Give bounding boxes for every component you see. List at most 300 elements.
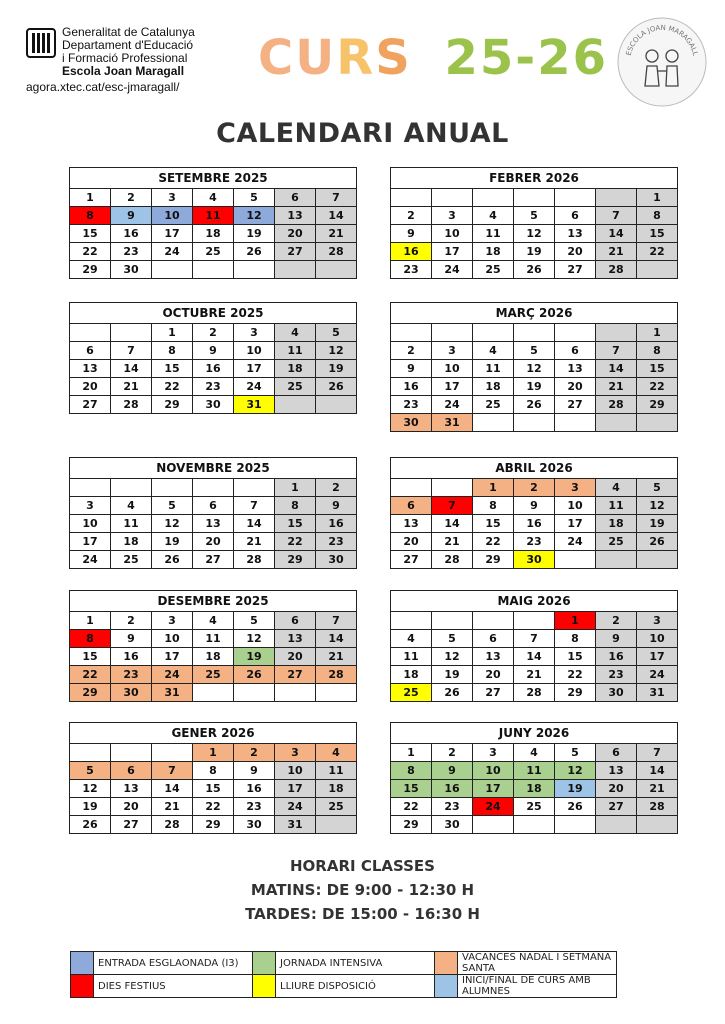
day-cell: 3 <box>152 612 193 630</box>
day-cell: 30 <box>193 396 234 414</box>
legend-swatch <box>253 975 276 998</box>
day-cell: 3 <box>473 744 514 762</box>
day-cell: 13 <box>555 360 596 378</box>
day-cell: 15 <box>152 360 193 378</box>
day-cell: 9 <box>234 762 275 780</box>
week-row <box>391 414 678 432</box>
schedule-afternoon: TARDES: DE 15:00 - 16:30 H <box>245 905 480 923</box>
day-cell: 13 <box>193 515 234 533</box>
curs-letter: S <box>375 30 412 86</box>
day-cell <box>596 324 637 342</box>
day-cell <box>152 479 193 497</box>
week-row <box>70 378 357 396</box>
week-row <box>70 780 357 798</box>
day-cell <box>555 189 596 207</box>
day-cell: 15 <box>555 648 596 666</box>
week-row <box>70 762 357 780</box>
day-cell: 19 <box>432 666 473 684</box>
day-cell: 13 <box>70 360 111 378</box>
week-row <box>70 396 357 414</box>
month-calendar <box>390 302 678 432</box>
day-cell: 26 <box>234 243 275 261</box>
day-cell: 10 <box>275 762 316 780</box>
day-cell: 7 <box>514 630 555 648</box>
day-cell: 1 <box>555 612 596 630</box>
day-cell: 23 <box>391 396 432 414</box>
day-cell: 27 <box>275 243 316 261</box>
month-title: DESEMBRE 2025 <box>70 591 357 612</box>
month-calendar <box>390 722 678 834</box>
day-cell: 26 <box>316 378 357 396</box>
day-cell: 30 <box>111 684 152 702</box>
day-cell: 27 <box>193 551 234 569</box>
generalitat-logo-icon <box>26 28 56 58</box>
curs-letter: R <box>336 30 376 86</box>
day-cell <box>596 414 637 432</box>
day-cell: 27 <box>473 684 514 702</box>
day-cell: 8 <box>637 342 678 360</box>
day-cell <box>432 324 473 342</box>
day-cell: 12 <box>70 780 111 798</box>
day-cell: 16 <box>193 360 234 378</box>
day-cell: 31 <box>152 684 193 702</box>
legend-row <box>71 975 617 998</box>
day-cell <box>275 396 316 414</box>
day-cell: 28 <box>234 551 275 569</box>
day-cell <box>596 816 637 834</box>
month-calendar <box>390 590 678 702</box>
day-cell: 11 <box>473 225 514 243</box>
day-cell <box>432 612 473 630</box>
day-cell: 16 <box>111 225 152 243</box>
day-cell: 2 <box>514 479 555 497</box>
day-cell <box>70 479 111 497</box>
day-cell: 17 <box>473 780 514 798</box>
day-cell: 4 <box>193 189 234 207</box>
day-cell: 25 <box>596 533 637 551</box>
week-row <box>70 816 357 834</box>
week-row <box>391 666 678 684</box>
day-cell: 5 <box>514 207 555 225</box>
day-cell: 18 <box>275 360 316 378</box>
day-cell: 23 <box>432 798 473 816</box>
day-cell: 21 <box>637 780 678 798</box>
day-cell: 15 <box>275 515 316 533</box>
day-cell: 10 <box>234 342 275 360</box>
day-cell: 30 <box>596 684 637 702</box>
day-cell <box>473 414 514 432</box>
day-cell <box>473 612 514 630</box>
week-row <box>70 666 357 684</box>
day-cell: 14 <box>637 762 678 780</box>
day-cell: 3 <box>432 342 473 360</box>
day-cell: 5 <box>234 189 275 207</box>
legend <box>70 951 617 998</box>
day-cell: 25 <box>391 684 432 702</box>
day-cell: 17 <box>152 648 193 666</box>
day-cell: 3 <box>555 479 596 497</box>
day-cell: 3 <box>234 324 275 342</box>
day-cell <box>555 324 596 342</box>
day-cell: 12 <box>555 762 596 780</box>
day-cell: 12 <box>152 515 193 533</box>
day-cell: 18 <box>596 515 637 533</box>
day-cell: 22 <box>473 533 514 551</box>
day-cell: 27 <box>555 261 596 279</box>
day-cell: 19 <box>514 243 555 261</box>
month-calendar <box>390 167 678 279</box>
month-calendar <box>69 722 357 834</box>
day-cell: 8 <box>275 497 316 515</box>
day-cell: 19 <box>316 360 357 378</box>
month-title: OCTUBRE 2025 <box>70 303 357 324</box>
day-cell: 20 <box>193 533 234 551</box>
week-row <box>391 479 678 497</box>
day-cell: 27 <box>275 666 316 684</box>
legend-swatch <box>435 975 458 998</box>
day-cell <box>473 189 514 207</box>
day-cell: 20 <box>70 378 111 396</box>
day-cell: 15 <box>193 780 234 798</box>
day-cell: 9 <box>111 630 152 648</box>
day-cell: 8 <box>70 630 111 648</box>
day-cell: 30 <box>111 261 152 279</box>
day-cell <box>152 261 193 279</box>
day-cell: 12 <box>514 225 555 243</box>
day-cell: 6 <box>275 189 316 207</box>
day-cell: 8 <box>152 342 193 360</box>
day-cell: 14 <box>432 515 473 533</box>
legend-label: LLIURE DISPOSICIÓ <box>276 975 435 998</box>
day-cell: 21 <box>316 648 357 666</box>
day-cell: 5 <box>555 744 596 762</box>
curs-word <box>258 28 412 88</box>
day-cell: 6 <box>555 342 596 360</box>
day-cell: 5 <box>432 630 473 648</box>
day-cell: 29 <box>637 396 678 414</box>
day-cell: 3 <box>152 189 193 207</box>
day-cell: 21 <box>234 533 275 551</box>
day-cell: 19 <box>152 533 193 551</box>
day-cell: 15 <box>637 360 678 378</box>
day-cell <box>234 261 275 279</box>
day-cell: 14 <box>316 207 357 225</box>
day-cell: 11 <box>193 207 234 225</box>
day-cell: 2 <box>391 207 432 225</box>
day-cell: 18 <box>111 533 152 551</box>
day-cell: 18 <box>391 666 432 684</box>
day-cell <box>391 479 432 497</box>
day-cell: 2 <box>193 324 234 342</box>
day-cell: 11 <box>111 515 152 533</box>
day-cell: 7 <box>111 342 152 360</box>
day-cell: 16 <box>391 378 432 396</box>
week-row <box>391 551 678 569</box>
day-cell: 28 <box>637 798 678 816</box>
day-cell: 31 <box>637 684 678 702</box>
day-cell: 12 <box>432 648 473 666</box>
day-cell: 19 <box>514 378 555 396</box>
week-row <box>391 360 678 378</box>
day-cell: 1 <box>637 324 678 342</box>
day-cell: 6 <box>111 762 152 780</box>
day-cell: 3 <box>637 612 678 630</box>
day-cell: 6 <box>473 630 514 648</box>
day-cell: 23 <box>596 666 637 684</box>
school-logo-icon <box>616 16 708 108</box>
day-cell: 13 <box>111 780 152 798</box>
day-cell: 1 <box>193 744 234 762</box>
day-cell: 1 <box>473 479 514 497</box>
day-cell: 30 <box>316 551 357 569</box>
org-line: Generalitat de Catalunya <box>62 25 195 39</box>
day-cell: 17 <box>70 533 111 551</box>
day-cell: 24 <box>234 378 275 396</box>
month-title: GENER 2026 <box>70 723 357 744</box>
day-cell <box>514 189 555 207</box>
day-cell: 19 <box>637 515 678 533</box>
day-cell: 5 <box>152 497 193 515</box>
day-cell: 1 <box>391 744 432 762</box>
day-cell: 20 <box>555 243 596 261</box>
day-cell <box>316 261 357 279</box>
day-cell <box>473 324 514 342</box>
month-calendar <box>69 167 357 279</box>
day-cell: 10 <box>555 497 596 515</box>
day-cell: 17 <box>637 648 678 666</box>
day-cell <box>193 479 234 497</box>
day-cell <box>596 189 637 207</box>
day-cell: 9 <box>316 497 357 515</box>
org-line: i Formació Professional <box>62 51 188 65</box>
day-cell: 18 <box>316 780 357 798</box>
week-row <box>70 243 357 261</box>
day-cell: 16 <box>316 515 357 533</box>
curs-letter: U <box>295 30 337 86</box>
week-row <box>391 342 678 360</box>
day-cell: 29 <box>391 816 432 834</box>
day-cell: 10 <box>637 630 678 648</box>
day-cell: 14 <box>316 630 357 648</box>
day-cell: 31 <box>432 414 473 432</box>
day-cell: 23 <box>111 243 152 261</box>
week-row <box>391 798 678 816</box>
day-cell: 2 <box>111 189 152 207</box>
day-cell: 31 <box>275 816 316 834</box>
day-cell: 19 <box>555 780 596 798</box>
month-title: MARÇ 2026 <box>391 303 678 324</box>
day-cell: 27 <box>391 551 432 569</box>
day-cell: 13 <box>275 630 316 648</box>
day-cell: 24 <box>432 261 473 279</box>
day-cell: 7 <box>234 497 275 515</box>
week-row <box>70 630 357 648</box>
day-cell: 17 <box>152 225 193 243</box>
week-row <box>70 479 357 497</box>
day-cell: 9 <box>432 762 473 780</box>
month-title: JUNY 2026 <box>391 723 678 744</box>
day-cell: 17 <box>432 243 473 261</box>
day-cell: 9 <box>111 207 152 225</box>
day-cell: 29 <box>70 261 111 279</box>
day-cell: 28 <box>432 551 473 569</box>
day-cell: 8 <box>473 497 514 515</box>
day-cell: 18 <box>473 378 514 396</box>
school-logo-text: ESCOLA JOAN MARAGALL <box>624 23 700 57</box>
week-row <box>391 648 678 666</box>
week-row <box>391 207 678 225</box>
day-cell: 22 <box>193 798 234 816</box>
day-cell: 12 <box>316 342 357 360</box>
month-title: NOVEMBRE 2025 <box>70 458 357 479</box>
month-calendar <box>69 302 357 414</box>
day-cell <box>152 744 193 762</box>
legend-label: VACANCES NADAL I SETMANA SANTA <box>458 952 617 975</box>
day-cell: 14 <box>152 780 193 798</box>
week-row <box>70 744 357 762</box>
day-cell <box>555 551 596 569</box>
day-cell: 5 <box>514 342 555 360</box>
week-row <box>391 497 678 515</box>
day-cell: 10 <box>473 762 514 780</box>
day-cell: 21 <box>596 378 637 396</box>
day-cell: 26 <box>234 666 275 684</box>
day-cell: 8 <box>70 207 111 225</box>
day-cell: 26 <box>637 533 678 551</box>
day-cell: 20 <box>596 780 637 798</box>
org-name <box>62 26 195 78</box>
day-cell: 14 <box>514 648 555 666</box>
day-cell: 1 <box>275 479 316 497</box>
day-cell: 22 <box>70 666 111 684</box>
day-cell: 11 <box>473 360 514 378</box>
day-cell: 24 <box>555 533 596 551</box>
day-cell <box>234 684 275 702</box>
day-cell: 16 <box>432 780 473 798</box>
day-cell: 1 <box>152 324 193 342</box>
day-cell: 28 <box>316 666 357 684</box>
day-cell: 29 <box>275 551 316 569</box>
day-cell <box>637 816 678 834</box>
day-cell <box>596 551 637 569</box>
day-cell: 28 <box>152 816 193 834</box>
day-cell: 29 <box>473 551 514 569</box>
day-cell: 7 <box>637 744 678 762</box>
day-cell: 28 <box>596 261 637 279</box>
curs-title <box>258 28 608 88</box>
day-cell: 15 <box>391 780 432 798</box>
day-cell: 9 <box>596 630 637 648</box>
day-cell: 11 <box>316 762 357 780</box>
day-cell: 29 <box>152 396 193 414</box>
page-title: CALENDARI ANUAL <box>216 118 509 149</box>
day-cell: 14 <box>234 515 275 533</box>
legend-swatch <box>253 952 276 975</box>
day-cell: 4 <box>275 324 316 342</box>
day-cell <box>514 612 555 630</box>
day-cell <box>193 684 234 702</box>
day-cell <box>111 479 152 497</box>
day-cell: 26 <box>514 396 555 414</box>
day-cell: 5 <box>70 762 111 780</box>
legend-swatch <box>435 952 458 975</box>
day-cell: 7 <box>596 207 637 225</box>
day-cell: 13 <box>391 515 432 533</box>
day-cell <box>637 261 678 279</box>
day-cell: 14 <box>111 360 152 378</box>
day-cell: 3 <box>70 497 111 515</box>
week-row <box>391 396 678 414</box>
day-cell: 23 <box>391 261 432 279</box>
day-cell <box>316 816 357 834</box>
day-cell: 16 <box>111 648 152 666</box>
week-row <box>70 189 357 207</box>
day-cell: 22 <box>391 798 432 816</box>
day-cell: 26 <box>432 684 473 702</box>
day-cell: 25 <box>111 551 152 569</box>
day-cell: 28 <box>111 396 152 414</box>
week-row <box>70 342 357 360</box>
day-cell: 23 <box>234 798 275 816</box>
day-cell: 11 <box>391 648 432 666</box>
day-cell: 26 <box>514 261 555 279</box>
day-cell: 13 <box>555 225 596 243</box>
day-cell: 15 <box>473 515 514 533</box>
day-cell: 22 <box>70 243 111 261</box>
legend-swatch <box>71 975 94 998</box>
legend-label: ENTRADA ESGLAONADA (I3) <box>94 952 253 975</box>
week-row <box>70 648 357 666</box>
day-cell: 26 <box>555 798 596 816</box>
day-cell: 25 <box>193 243 234 261</box>
day-cell: 6 <box>555 207 596 225</box>
day-cell: 6 <box>391 497 432 515</box>
day-cell <box>473 816 514 834</box>
day-cell: 24 <box>152 666 193 684</box>
day-cell: 17 <box>234 360 275 378</box>
day-cell: 5 <box>234 612 275 630</box>
day-cell: 1 <box>70 612 111 630</box>
day-cell: 25 <box>473 396 514 414</box>
day-cell: 16 <box>234 780 275 798</box>
day-cell: 30 <box>514 551 555 569</box>
day-cell <box>637 414 678 432</box>
day-cell: 19 <box>234 225 275 243</box>
day-cell: 2 <box>391 342 432 360</box>
day-cell: 27 <box>555 396 596 414</box>
day-cell: 4 <box>391 630 432 648</box>
day-cell: 14 <box>596 225 637 243</box>
day-cell: 21 <box>316 225 357 243</box>
day-cell: 24 <box>275 798 316 816</box>
week-row <box>70 551 357 569</box>
day-cell: 21 <box>152 798 193 816</box>
day-cell: 13 <box>275 207 316 225</box>
day-cell: 30 <box>432 816 473 834</box>
day-cell: 22 <box>555 666 596 684</box>
day-cell: 21 <box>111 378 152 396</box>
day-cell: 4 <box>316 744 357 762</box>
day-cell: 11 <box>596 497 637 515</box>
day-cell: 24 <box>637 666 678 684</box>
day-cell: 21 <box>596 243 637 261</box>
day-cell <box>234 479 275 497</box>
week-row <box>70 533 357 551</box>
week-row <box>391 225 678 243</box>
week-row <box>391 612 678 630</box>
school-url[interactable]: agora.xtec.cat/esc-jmaragall/ <box>26 80 180 94</box>
day-cell: 6 <box>193 497 234 515</box>
